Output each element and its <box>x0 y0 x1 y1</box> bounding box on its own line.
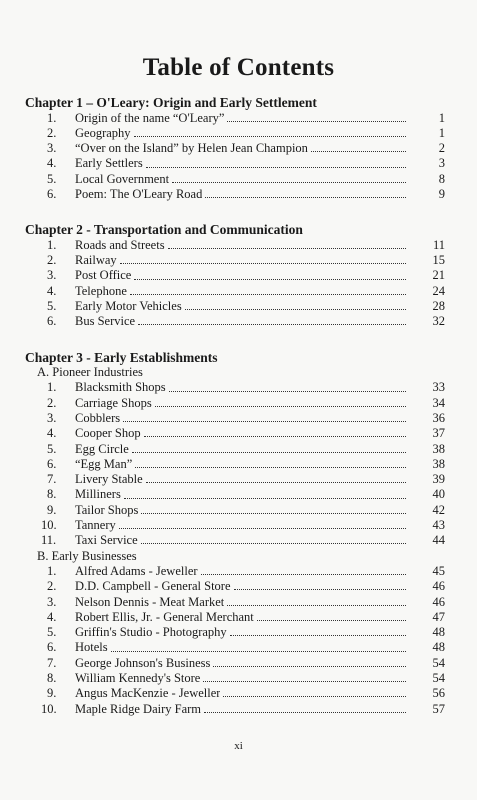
entry-number: 9. <box>47 686 57 701</box>
entry-number: 2. <box>47 579 57 594</box>
dot-leader <box>144 436 406 437</box>
dot-leader <box>155 406 406 407</box>
toc-entry <box>25 380 445 395</box>
entry-title: Tannery <box>75 518 116 533</box>
entry-title: Nelson Dennis - Meat Market <box>75 594 225 609</box>
entry-number: 6. <box>47 640 57 655</box>
toc-entry <box>25 156 445 171</box>
entry-page-number: 28 <box>432 298 445 313</box>
dot-leader <box>185 309 406 310</box>
entry-title: Milliners <box>75 487 121 502</box>
entry-page-number: 33 <box>432 380 445 395</box>
entry-page-number: 32 <box>432 314 445 329</box>
entry-page-number: 42 <box>432 502 445 517</box>
dot-leader <box>141 513 406 514</box>
entry-title: “Egg Man” <box>75 456 133 471</box>
toc-entry <box>25 610 445 625</box>
entry-number: 5. <box>47 625 57 640</box>
entry-page-number: 45 <box>432 563 445 578</box>
entry-title: D.D. Campbell - General Store <box>75 579 231 594</box>
chapter-heading: Chapter 3 - Early Establishments <box>25 349 218 365</box>
entry-number: 5. <box>47 171 57 186</box>
toc-entry <box>25 518 445 533</box>
entry-title: Cobblers <box>75 410 121 425</box>
toc-entry <box>25 411 445 426</box>
entry-page-number: 2 <box>438 141 445 156</box>
toc-entry <box>25 126 445 141</box>
dot-leader <box>146 167 406 168</box>
toc-entry <box>25 253 445 268</box>
entry-page-number: 21 <box>432 268 445 283</box>
dot-leader <box>172 182 406 183</box>
entry-page-number: 8 <box>438 171 445 186</box>
entry-number: 5. <box>47 298 57 313</box>
entry-title: Maple Ridge Dairy Farm <box>75 701 202 716</box>
entry-number: 6. <box>47 456 57 471</box>
toc-entry <box>25 503 445 518</box>
entry-page-number: 37 <box>432 426 445 441</box>
toc-entry <box>25 426 445 441</box>
toc-entry <box>25 487 445 502</box>
chapter-heading: Chapter 2 - Transportation and Communication <box>25 222 303 238</box>
entry-number: 8. <box>47 671 57 685</box>
toc-entry <box>25 457 445 472</box>
entry-page-number: 9 <box>438 186 445 201</box>
dot-leader <box>132 452 406 453</box>
dot-leader <box>205 197 406 198</box>
dot-leader <box>227 121 406 122</box>
toc-entry <box>25 396 445 411</box>
toc-entry <box>25 442 445 457</box>
entry-number: 4. <box>47 156 57 171</box>
toc-entry <box>25 314 445 329</box>
entry-number: 3. <box>47 410 57 425</box>
entry-number: 9. <box>47 502 57 517</box>
entry-title: “Over on the Island” by Helen Jean Champion <box>75 141 308 156</box>
toc-entry <box>25 268 445 283</box>
dot-leader <box>223 696 406 697</box>
entry-title: Taxi Service <box>75 533 138 548</box>
dot-leader <box>213 666 406 667</box>
entry-number: 1. <box>47 237 57 252</box>
toc-entry <box>25 472 445 487</box>
entry-title: Post Office <box>75 268 132 283</box>
entry-number: 4. <box>47 609 57 624</box>
entry-title: Carriage Shops <box>75 395 152 410</box>
toc-entry <box>25 564 445 579</box>
entry-title: Railway <box>75 253 117 268</box>
toc-entry <box>25 640 445 655</box>
page-number-footer: xi <box>234 740 243 752</box>
entry-number: 2. <box>47 125 57 140</box>
entry-title: Bus Service <box>75 314 136 329</box>
entry-page-number: 36 <box>432 410 445 425</box>
entry-page-number: 1 <box>438 125 445 140</box>
entry-number: 7. <box>47 655 57 670</box>
dot-leader <box>119 528 406 529</box>
dot-leader <box>311 151 406 152</box>
toc-entry <box>25 111 445 126</box>
entry-number: 3. <box>47 268 57 283</box>
entry-title: Livery Stable <box>75 472 143 487</box>
toc-entry <box>25 686 445 701</box>
entry-title: George Johnson's Business <box>75 655 211 670</box>
entry-page-number: 56 <box>432 686 445 701</box>
dot-leader <box>168 248 406 249</box>
entry-number: 4. <box>47 283 57 298</box>
section-heading: B. Early Businesses <box>37 548 137 563</box>
entry-title: Alfred Adams - Jeweller <box>75 563 198 578</box>
entry-title: Angus MacKenzie - Jeweller <box>75 686 221 701</box>
entry-page-number: 38 <box>432 441 445 456</box>
dot-leader <box>134 136 406 137</box>
dot-leader <box>257 620 406 621</box>
dot-leader <box>124 498 406 499</box>
entry-number: 4. <box>47 426 57 441</box>
entry-page-number: 3 <box>438 156 445 171</box>
entry-title: William Kennedy's Store <box>75 671 201 685</box>
entry-title: Early Motor Vehicles <box>75 298 182 313</box>
entry-title: Roads and Streets <box>75 237 165 252</box>
entry-page-number: 46 <box>432 594 445 609</box>
toc-entry <box>25 671 445 686</box>
entry-number: 2. <box>47 253 57 268</box>
toc-entry <box>25 595 445 610</box>
toc-entry <box>25 187 445 202</box>
section-heading: A. Pioneer Industries <box>37 365 143 380</box>
toc-entry <box>25 284 445 299</box>
entry-title: Local Government <box>75 171 170 186</box>
entry-number: 6. <box>47 186 57 201</box>
entry-page-number: 46 <box>432 579 445 594</box>
entry-number: 11. <box>41 533 57 548</box>
dot-leader <box>201 574 406 575</box>
toc-entry <box>25 579 445 594</box>
entry-title: Robert Ellis, Jr. - General Merchant <box>75 609 254 624</box>
entry-title: Blacksmith Shops <box>75 380 166 395</box>
entry-title: Geography <box>75 125 131 140</box>
dot-leader <box>203 681 406 682</box>
dot-leader <box>230 635 406 636</box>
entry-number: 1. <box>47 563 57 578</box>
entry-page-number: 1 <box>438 110 445 125</box>
dot-leader <box>146 482 406 483</box>
entry-page-number: 11 <box>432 237 445 252</box>
entry-number: 10. <box>41 701 57 716</box>
entry-page-number: 43 <box>432 518 445 533</box>
toc-entry <box>25 141 445 156</box>
entry-page-number: 48 <box>432 625 445 640</box>
entry-title: Tailor Shops <box>75 502 139 517</box>
dot-leader <box>204 712 406 713</box>
entry-number: 5. <box>47 441 57 456</box>
dot-leader <box>227 605 406 606</box>
dot-leader <box>135 467 406 468</box>
entry-number: 7. <box>47 472 57 487</box>
toc-entry <box>25 172 445 187</box>
toc-entry <box>25 702 445 717</box>
dot-leader <box>111 651 406 652</box>
dot-leader <box>130 294 406 295</box>
toc-entry <box>25 533 445 548</box>
entry-page-number: 38 <box>432 456 445 471</box>
entry-page-number: 47 <box>432 609 445 624</box>
entry-title: Griffin's Studio - Photography <box>75 625 227 640</box>
dot-leader <box>123 421 406 422</box>
entry-page-number: 40 <box>432 487 445 502</box>
dot-leader <box>134 279 406 280</box>
entry-title: Poem: The O'Leary Road <box>75 186 203 201</box>
entry-title: Cooper Shop <box>75 426 141 441</box>
entry-number: 8. <box>47 487 57 502</box>
chapter-heading: Chapter 1 – O'Leary: Origin and Early Settlement <box>25 95 317 110</box>
entry-title: Origin of the name “O'Leary” <box>75 110 225 125</box>
toc-entry <box>25 656 445 671</box>
entry-number: 2. <box>47 395 57 410</box>
entry-number: 6. <box>47 314 57 329</box>
entry-title: Early Settlers <box>75 156 143 171</box>
entry-page-number: 44 <box>432 533 445 548</box>
dot-leader <box>120 263 406 264</box>
dot-leader <box>138 324 406 325</box>
dot-leader <box>234 589 406 590</box>
entry-page-number: 48 <box>432 640 445 655</box>
entry-number: 3. <box>47 141 57 156</box>
toc-entry <box>25 299 445 314</box>
entry-number: 1. <box>47 380 57 395</box>
entry-number: 1. <box>47 110 57 125</box>
toc-entry <box>25 238 445 253</box>
entry-title: Egg Circle <box>75 441 129 456</box>
entry-title: Telephone <box>75 283 127 298</box>
entry-page-number: 34 <box>432 395 445 410</box>
dot-leader <box>169 391 406 392</box>
toc-entry <box>25 625 445 640</box>
entry-page-number: 39 <box>432 472 445 487</box>
entry-page-number: 54 <box>432 655 445 670</box>
entry-number: 3. <box>47 594 57 609</box>
entry-page-number: 57 <box>432 701 445 716</box>
entry-number: 10. <box>41 518 57 533</box>
entry-page-number: 54 <box>432 671 445 685</box>
dot-leader <box>141 543 406 544</box>
page-title: Table of Contents <box>142 54 335 81</box>
entry-page-number: 24 <box>432 283 445 298</box>
table-of-contents <box>25 95 445 717</box>
entry-title: Hotels <box>75 640 108 655</box>
entry-page-number: 15 <box>432 253 445 268</box>
